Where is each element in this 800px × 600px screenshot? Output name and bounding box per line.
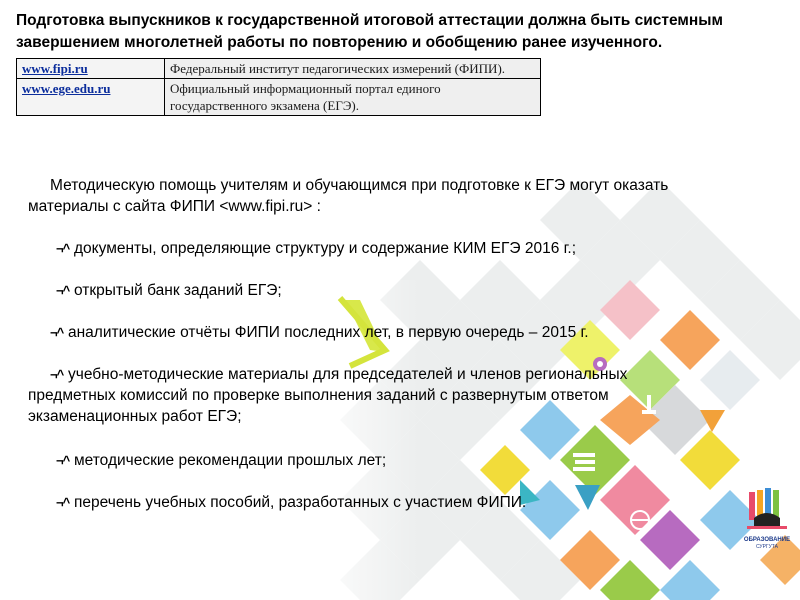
- list-item: [28, 238, 718, 259]
- bullet-icon: ¬^: [56, 283, 70, 298]
- list-item-text: открытый банк заданий ЕГЭ;: [74, 282, 282, 299]
- list-item: [28, 450, 718, 471]
- bullet-icon: ¬^: [56, 453, 70, 468]
- intro-paragraph: Методическую помощь учителям и обучающимся при подготовке к ЕГЭ могут оказать материалы с сайта ФИПИ <www.fipi.ru> :: [28, 177, 669, 215]
- site-link-fipi[interactable]: www.fipi.ru: [17, 59, 165, 79]
- logo-text: ОБРАЗОВАНИЕ: [743, 537, 791, 543]
- list-item-text: аналитические отчёты ФИПИ последних лет, в первую очередь – 2015 г.: [68, 324, 589, 341]
- site-link-ege[interactable]: www.ege.edu.ru: [17, 79, 165, 116]
- list-item: [28, 364, 668, 427]
- bullet-icon: ¬^: [56, 495, 70, 510]
- list-item-text: учебно-методические материалы для председателей и членов региональных предметных комиссий по проверке выполнения заданий с развернутым ответом экзаменационных работ ЕГЭ;: [28, 366, 628, 425]
- list-item-text: методические рекомендации прошлых лет;: [74, 452, 387, 469]
- bullet-icon: ¬^: [56, 241, 70, 256]
- table-row: [17, 59, 541, 79]
- list-item: [28, 322, 718, 343]
- list-item: [28, 280, 718, 301]
- logo-emblem-icon: [742, 488, 792, 532]
- list-item: [28, 492, 718, 513]
- sites-table: [16, 58, 541, 116]
- list-item-text: документы, определяющие структуру и содержание КИМ ЕГЭ 2016 г.;: [74, 240, 577, 257]
- logo-subtext: СУРГУТА: [755, 544, 779, 550]
- site-description: Федеральный институт педагогических измерений (ФИПИ).: [165, 59, 541, 79]
- list-item-text: перечень учебных пособий, разработанных с участием ФИПИ.: [74, 494, 527, 511]
- bullet-icon: ¬^: [50, 325, 64, 340]
- table-row: [17, 79, 541, 116]
- logo: [742, 488, 792, 558]
- slide-heading: Подготовка выпускников к государственной итоговой аттестации должна быть системным завершением многолетней работы по повторению и обобщению ранее изученного.: [16, 12, 723, 51]
- site-description: Официальный информационный портал единого государственного экзамена (ЕГЭ).: [165, 79, 541, 116]
- bullet-icon: ¬^: [50, 367, 64, 382]
